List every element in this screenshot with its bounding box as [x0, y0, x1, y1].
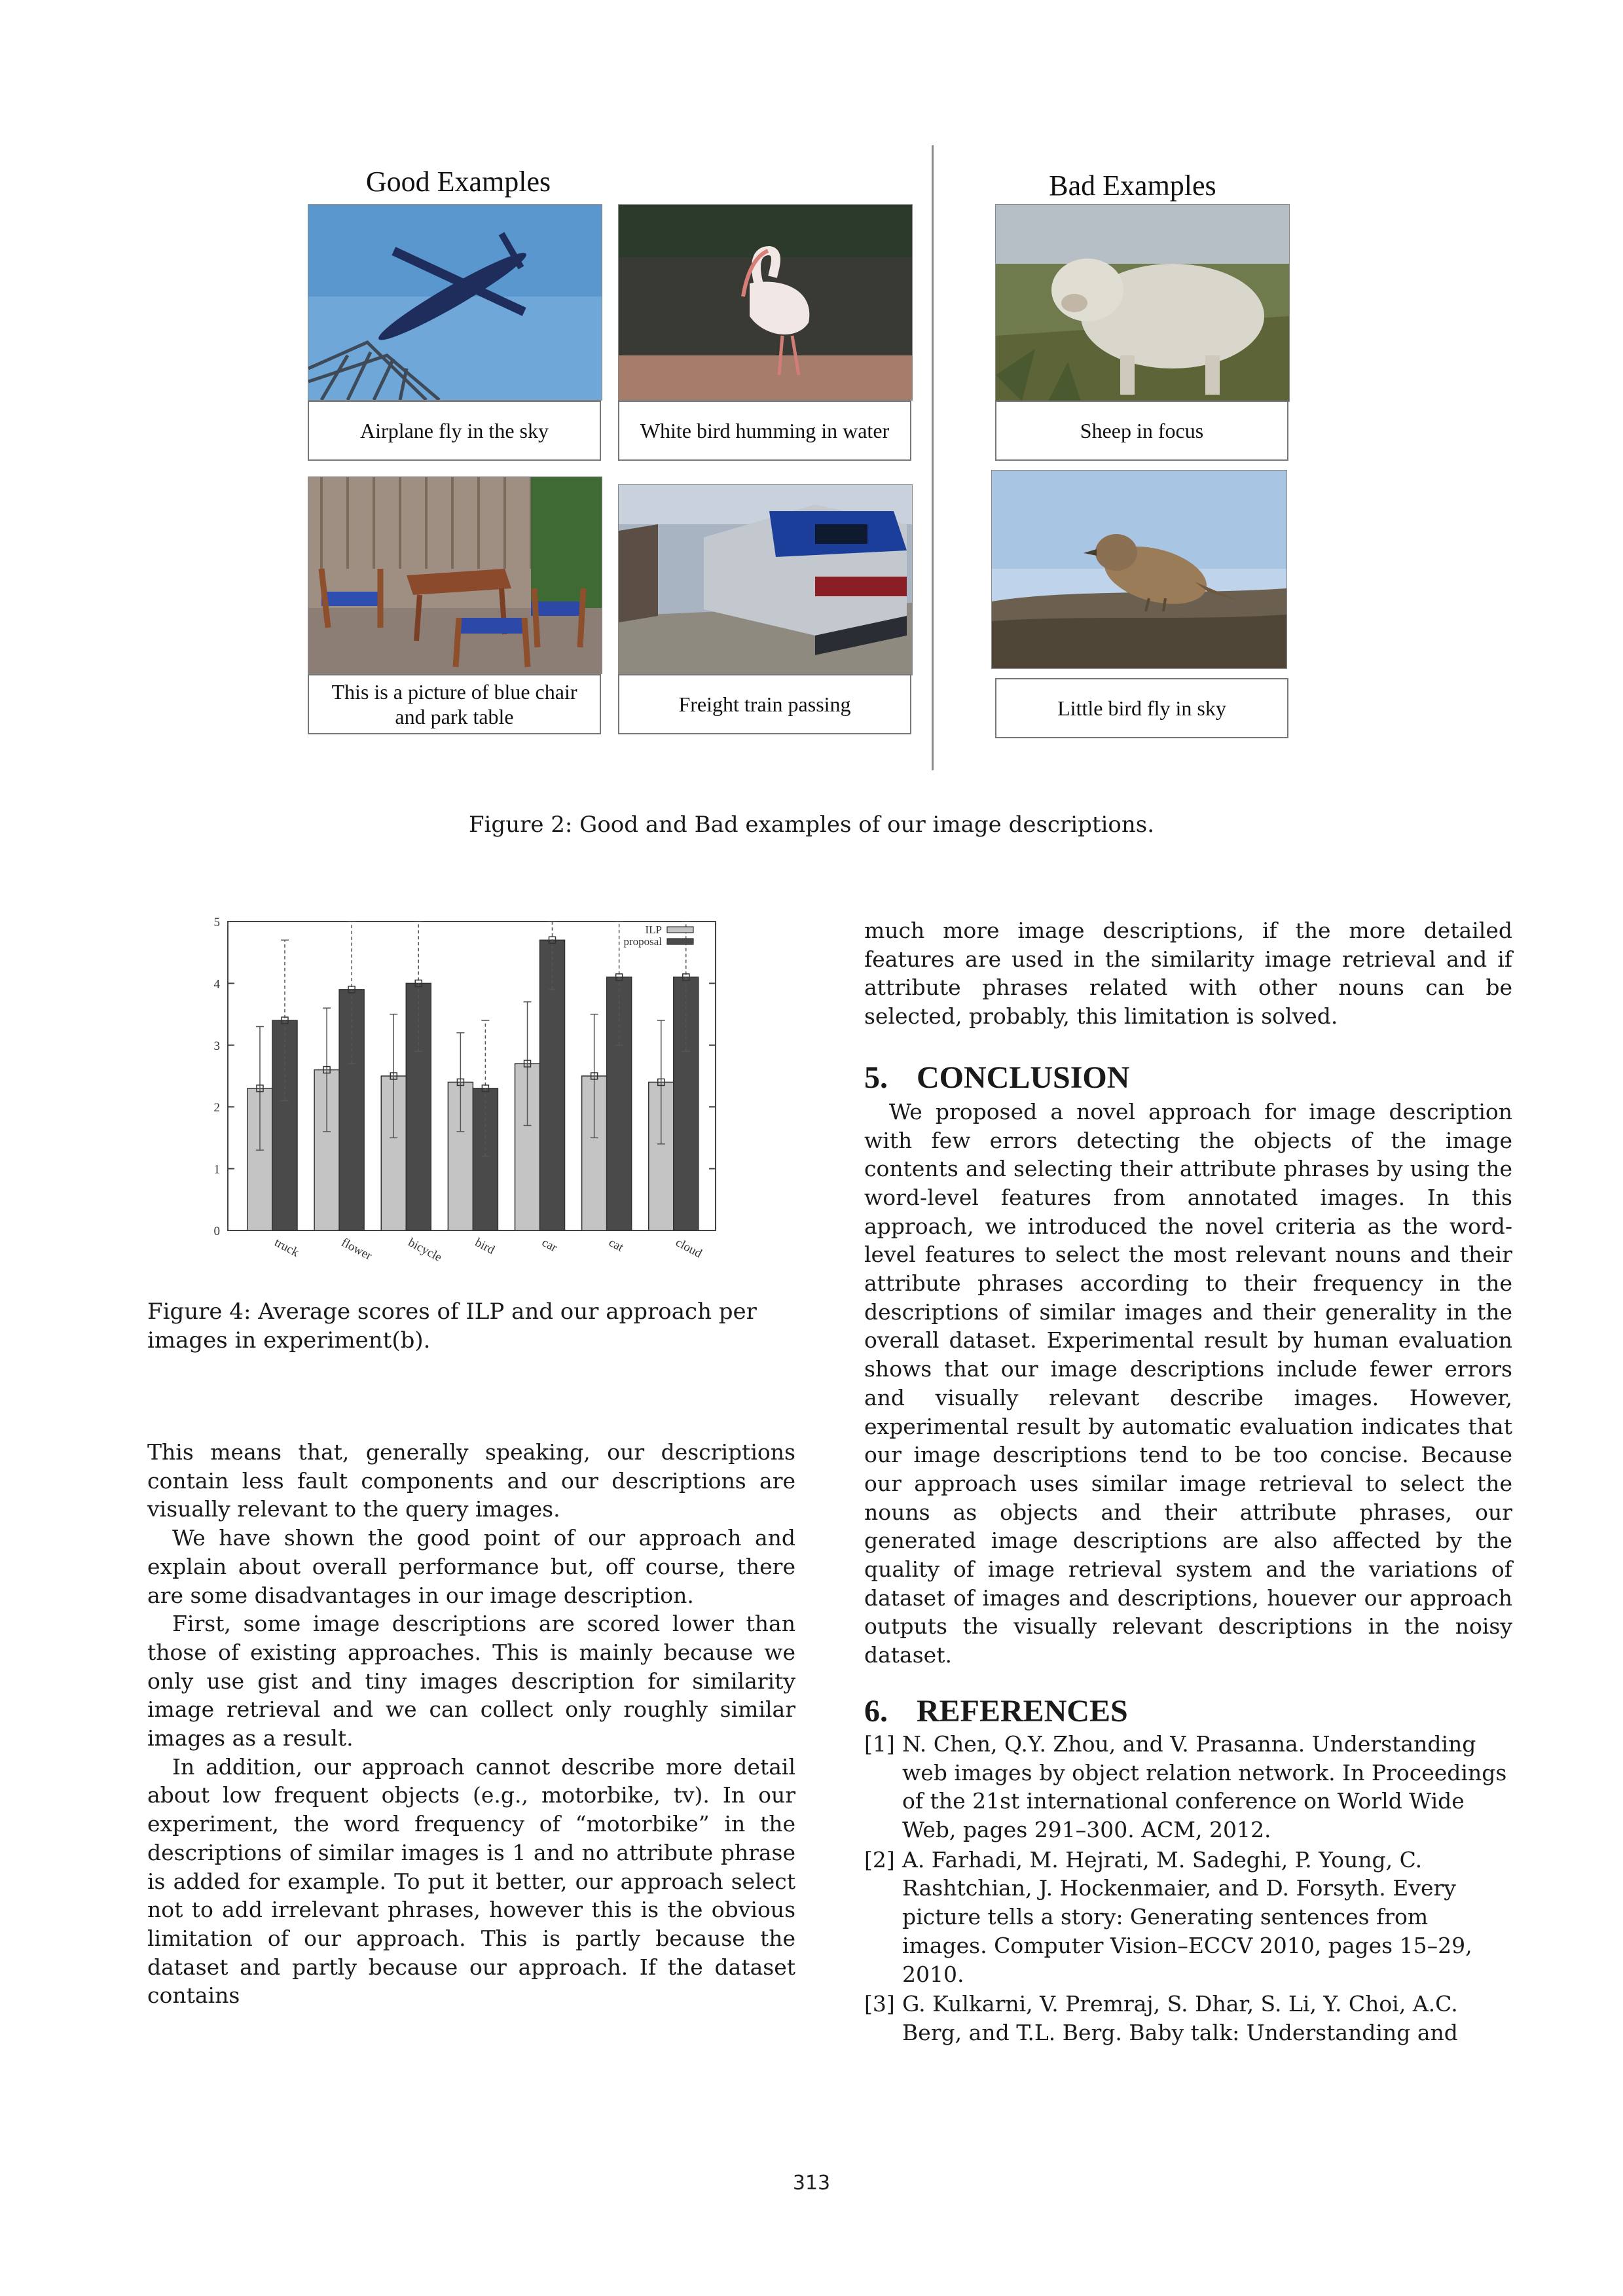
caption-sparrow: Little bird fly in sky — [995, 678, 1288, 738]
figure2-caption: Figure 2: Good and Bad examples of our image descriptions. — [468, 812, 1155, 838]
caption-sheep: Sheep in focus — [995, 401, 1288, 461]
left-column — [147, 1438, 795, 2010]
section-title-references — [864, 1693, 1512, 1730]
reference-list — [864, 1730, 1512, 2047]
y-tick-label: 1 — [213, 1162, 220, 1177]
reference-item — [864, 1846, 1512, 1989]
reference-number: [3] — [864, 1991, 895, 2017]
caption-airplane: Airplane fly in the sky — [308, 401, 601, 461]
x-tick-label-cloud: cloud — [673, 1235, 704, 1261]
figure4-chart — [208, 903, 732, 1270]
x-tick-label-car: car — [539, 1235, 560, 1255]
y-tick-label: 3 — [213, 1039, 220, 1053]
legend-swatch-proposal — [667, 939, 693, 944]
caption-chair-table: This is a picture of blue chair and park table — [308, 674, 601, 734]
paragraph: We proposed a novel approach for image description with few errors detecting the objects of the image contents and selecting their attribute phrases by using the word-level features from annotated images. In this approach, we introduced the novel criteria as the word-level features to select the most relevant nouns and their attribute phrases according to their frequency in the descriptions of similar images and their generality in the overall dataset. Experimental result by human evaluation shows that our image descriptions include fewer errors and visually relevant describe images. However, experimental result by automatic evaluation indicates that our image descriptions tend to be too concise. Because our approach uses similar image retrieval to select the nouns as objects and their attribute phrases, our generated image descriptions are also affected by the quality of image retrieval system and the variations of dataset of images and descriptions, houever our approach outputs the visually relevant descriptions in the noisy dataset. — [864, 1098, 1512, 1668]
x-tick-label-truck: truck — [272, 1235, 301, 1260]
caption-train: Freight train passing — [618, 674, 911, 734]
reference-item — [864, 1990, 1512, 2047]
x-tick-label-bicycle: bicycle — [405, 1235, 445, 1265]
chair-table-photo — [308, 476, 602, 674]
caption-white-bird: White bird humming in water — [618, 401, 911, 461]
x-tick-label-flower: flower — [338, 1235, 374, 1263]
bad-examples-heading: Bad Examples — [1049, 170, 1216, 202]
paragraph: This means that, generally speaking, our descriptions contain less fault components and our descriptions are visually relevant to the query images. — [147, 1439, 795, 1522]
figure-divider — [932, 145, 934, 770]
section-number: 5. — [864, 1060, 888, 1095]
x-tick-label-cat: cat — [606, 1235, 626, 1255]
sheep-photo — [995, 204, 1290, 402]
y-tick-label: 0 — [213, 1225, 220, 1238]
legend-label-proposal: proposal — [623, 935, 662, 948]
reference-text: N. Chen, Q.Y. Zhou, and V. Prasanna. Understanding web images by object relation network. In Proceedings of the 21st international conference on World Wide Web, pages 291–300. ACM, 2012. — [902, 1731, 1507, 1842]
good-examples-heading: Good Examples — [365, 166, 551, 198]
legend-label-ILP: ILP — [645, 924, 662, 936]
sparrow-photo — [991, 470, 1287, 669]
paragraph: We have shown the good point of our approach and explain about overall performance but, off course, there are some disadvantages in our image description. — [147, 1525, 795, 1608]
white-bird-photo — [618, 204, 913, 401]
y-tick-label: 4 — [213, 977, 220, 992]
y-tick-label: 2 — [213, 1101, 220, 1115]
paragraph: In addition, our approach cannot describe more detail about low frequent objects (e.g., motorbike, tv). In our experiment, the word frequency of “motorbike” in the descriptions of similar images is 1 and no attribute phrase is added for example. To put it better, our approach select not to add irrelevant phrases, however this is the obvious limitation of our approach. This is partly because the dataset and partly because our approach. If the dataset contains — [147, 1753, 795, 2009]
reference-text: A. Farhadi, M. Hejrati, M. Sadeghi, P. Young, C. Rashtchian, J. Hockenmaier, and D. Forsyth. Every picture tells a story: Generating sentences from images. Computer Vision–ECCV 2010, pages 15–29, 2010. — [902, 1846, 1472, 1987]
reference-text: G. Kulkarni, V. Premraj, S. Dhar, S. Li, Y. Choi, A.C. Berg, and T.L. Berg. Baby talk: Understanding and — [902, 1991, 1458, 2045]
bar-proposal-car — [540, 940, 565, 1230]
page-number: 313 — [792, 2172, 831, 2195]
section-number: 6. — [864, 1693, 888, 1729]
section-title-text: REFERENCES — [917, 1693, 1128, 1729]
paragraph: much more image descriptions, if the more detailed features are used in the similarity image retrieval and if attribute phrases related with other nouns can be selected, probably, this limitation is solved. — [864, 918, 1512, 1030]
paragraph: First, some image descriptions are scored lower than those of existing approaches. This is mainly because we only use gist and tiny images description for similarity image retrieval and we can collect only roughly similar images as a result. — [147, 1611, 795, 1751]
reference-item — [864, 1730, 1512, 1844]
section-title-text: CONCLUSION — [917, 1060, 1130, 1095]
x-tick-label-bird: bird — [473, 1235, 497, 1257]
right-column — [864, 916, 1512, 2049]
reference-number: [1] — [864, 1731, 895, 1757]
y-tick-label: 5 — [213, 916, 220, 929]
airplane-photo — [308, 204, 602, 401]
figure4-caption: Figure 4: Average scores of ILP and our approach per images in experiment(b). — [147, 1299, 757, 1354]
bar-proposal-bird — [473, 1088, 498, 1230]
train-photo — [618, 484, 913, 675]
section-title-conclusion — [864, 1060, 1512, 1096]
reference-number: [2] — [864, 1846, 895, 1873]
legend-swatch-ILP — [667, 927, 693, 933]
